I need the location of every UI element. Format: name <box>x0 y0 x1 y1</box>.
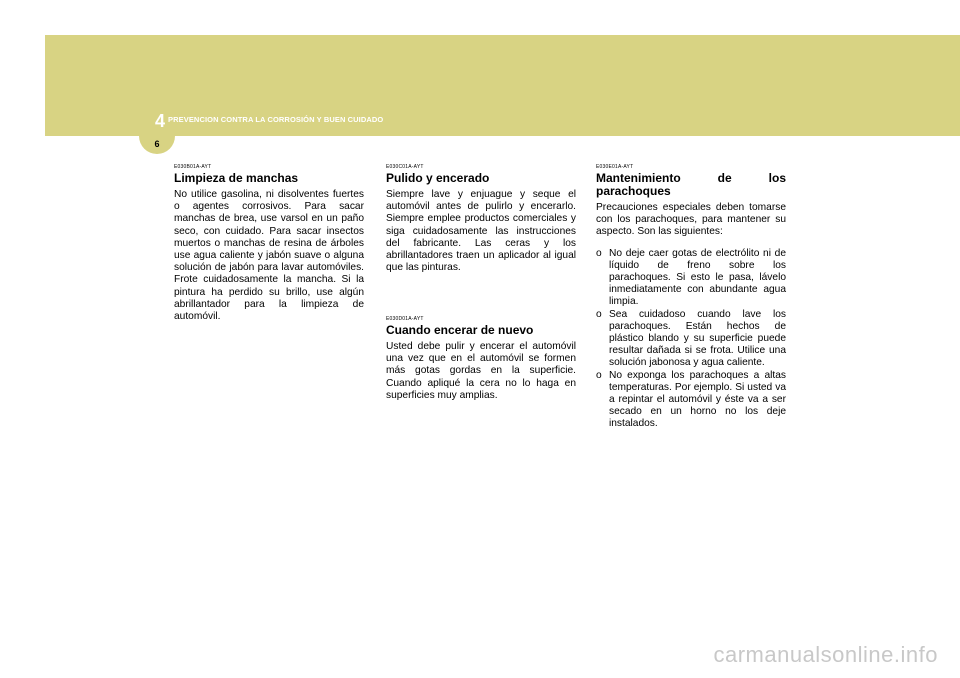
section-title: Pulido y encerado <box>386 171 490 185</box>
section-intro: Precauciones especiales deben tomarse con los parachoques, para mantener su aspecto. Son las siguientes: <box>596 202 786 238</box>
list-item <box>596 370 786 431</box>
page-number: 6 <box>154 139 160 149</box>
list-item-text: Sea cuidadoso cuando lave los parachoques. Están hechos de plástico blando y su superficie puede resultar dañada si se frota. Utilice una solución jabonosa y agua caliente. <box>609 308 786 369</box>
bullet-mark: o <box>596 247 602 259</box>
section-code: E030C01A-AYT <box>386 164 424 170</box>
section-title: Mantenimiento de los parachoques <box>596 171 786 198</box>
section-encerar <box>386 316 576 402</box>
section-body: Usted debe pulir y encerar el automóvil una vez que en el automóvil se formen más gotas gordas en la superficie. Cuando apliqué la cera no lo haga en superficies muy amplias. <box>386 341 576 401</box>
section-title: Limpieza de manchas <box>174 171 299 185</box>
page-number-tab <box>139 136 175 154</box>
section-limpieza <box>174 164 364 323</box>
chapter-number: 4 <box>155 111 166 131</box>
list-item <box>596 309 786 370</box>
section-body: Siempre lave y enjuague y seque el automóvil antes de pulirlo y encerarlo. Siempre emplee productos comerciales y siga cuidadosamente las instrucciones del fabricante. Las ceras y los abrillantadores traen un aplicador al igual que las pinturas. <box>386 189 576 274</box>
chapter-title: PREVENCION CONTRA LA CORROSIÓN Y BUEN CUIDADO <box>168 115 384 124</box>
bullet-list <box>596 248 786 431</box>
section-body: No utilice gasolina, ni disolventes fuertes o agentes corrosivos. Para sacar manchas de brea, use varsol en un paño seco, con cuidado. Para sacar insectos muertos o manchas de resina de árboles use agua caliente y jabón suave o alguna solución de jabón para lavar automóviles. Frote cuidadosamente la mancha. Si la pintura ha perdido su brillo, use algún abrillantador para la limpieza de automóvil. <box>174 189 364 323</box>
section-pulido <box>386 164 576 274</box>
section-title: Cuando encerar de nuevo <box>386 323 534 337</box>
watermark: carmanualsonline.info <box>713 642 938 667</box>
list-item-text: No deje caer gotas de electrólito ni de líquido de freno sobre los parachoques. Si esto le pasa, lávelo inmediatamente con abundante agua limpia. <box>609 247 786 308</box>
list-item <box>596 248 786 309</box>
bullet-mark: o <box>596 369 602 381</box>
section-code: E030E01A-AYT <box>596 164 634 170</box>
section-code: E030B01A-AYT <box>174 164 212 170</box>
list-item-text: No exponga los parachoques a altas temperaturas. Por ejemplo. Si usted va a repintar el automóvil y éste va a ser secado en un horno no los deje instalados. <box>609 369 786 430</box>
section-parachoques <box>596 164 786 431</box>
bullet-mark: o <box>596 308 602 320</box>
section-code: E030D01A-AYT <box>386 316 424 322</box>
